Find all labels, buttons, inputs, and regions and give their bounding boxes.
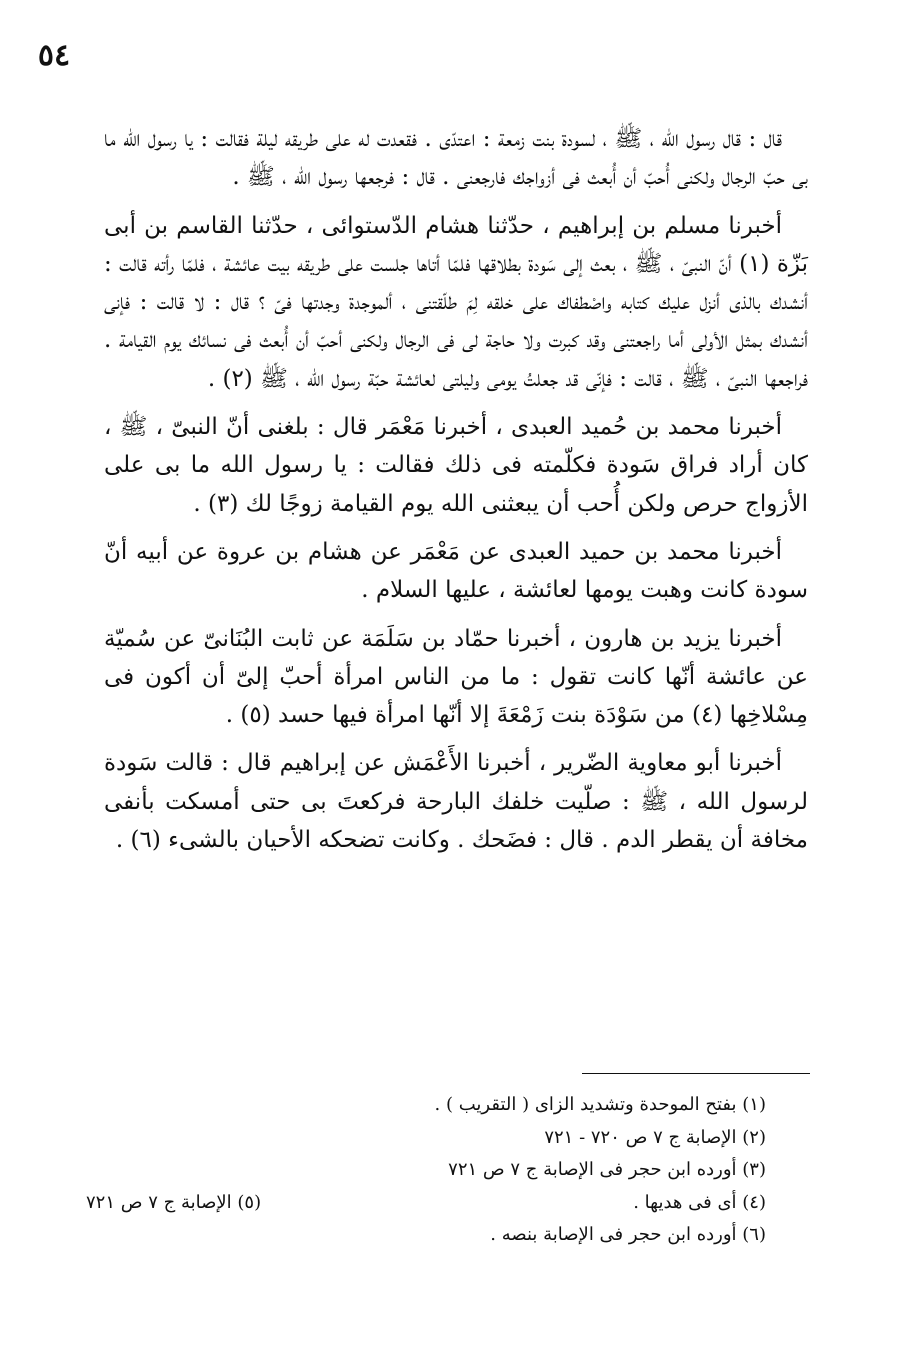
footnote-4: (٤) أى فى هديها . — [633, 1191, 766, 1213]
paragraph-4: أخبرنا محمد بن حميد العبدى عن مَعْمَر عن هشام بن عروة عن أبيه أنّ سودة كانت وهبت يومها لعائشة ، عليها السلام . — [104, 538, 808, 604]
page-number: ٥٤ — [37, 38, 71, 73]
footnotes — [86, 1089, 766, 1252]
footnote-3: (٣) أورده ابن حجر فى الإصابة ج ٧ ص ٧٢١ — [448, 1159, 766, 1180]
footnote-2: (٢) الإصابة ج ٧ ص ٧٢٠ - ٧٢١ — [544, 1126, 766, 1148]
main-text — [104, 120, 808, 869]
footnote-6: (٦) أورده ابن حجر فى الإصابة بنصه . — [490, 1224, 766, 1245]
paragraph-5: أخبرنا يزيد بن هارون ، أخبرنا حمّاد بن سَلَمَة عن ثابت البُنَانىّ عن سُميّة عن عائشة أنّها كانت تقول : ما من الناس امرأة أحبّ إلىّ أن أكون فى مِسْلاخِها (٤) من سَوْدَة بنت زَمْعَةَ إلا أنّها امرأة فيها حسد (٥) . — [104, 625, 808, 729]
footnote-divider — [582, 1073, 810, 1074]
footnote-1: (١) بفتح الموحدة وتشديد الزاى ( التقريب ) . — [434, 1094, 766, 1115]
paragraph-6: أخبرنا أبو معاوية الضّرير ، أخبرنا الأَعْمَش عن إبراهيم قال : قالت سَودة لرسول الله ، ﷺ : صلّيت خلفك البارحة فركعتَ بى حتى أمسكت بأنفى مخافة أن يقطر الدم . قال : فضَحك . وكانت تضحكه الأحيان بالشىء (٦) . — [104, 750, 808, 854]
paragraph-1: قال : قال رسول الله ، ﷺ ، لسودة بنت زمعة : اعتدّى . فقعدت له على طريقه ليلة فقالت : يا رسول الله ما بى حبّ الرجال ولكنى أُحبّ أن أُبعث فى أزواجك فارجعنى . قال : فرجعها رسول الله ، ﷺ . — [104, 126, 808, 191]
paragraph-2: أخبرنا مسلم بن إبراهيم ، حدّثنا هشام الدّستوائى ، حدّثنا القاسم بن أبى بَزّة (١) أنّ النبىّ ، ﷺ ، بعث إلى سَودة بطلاقها فلمّا أتاها جلست على طريقه بيت عائشة ، فلمّا رأته قالت : أنشدك بالذى أنزل عليك كتابه واصْطفاك على خلقه لِمَ طلّقتنى ، ألموجدة وجدتها فىّ ؟ قال : لا قالت : فإنى أنشدك بمثل الأولى أما راجعتنى وقد كبرت ولا حاجة لى فى الرجال ولكنى أحبّ أن أُبعث فى نسائك يوم القيامة . فراجعها النبىّ ، ﷺ ، قالت : فإنّى قد جعلتُ يومى وليلتى لعائشة حبّة رسول الله ، ﷺ (٢) . — [104, 212, 808, 392]
paragraph-3: أخبرنا محمد بن حُميد العبدى ، أخبرنا مَعْمَر قال : بلغنى أنّ النبىّ ، ﷺ ، كان أراد فراق سَودة فكلّمته فى ذلك فقالت : يا رسول الله ما بى على الأزواج حرص ولكن أُحب أن يبعثنى الله يوم القيامة زوجًا لك (٣) . — [104, 414, 808, 517]
footnote-5: (٥) الإصابة ج ٧ ص ٧٢١ — [86, 1191, 262, 1213]
